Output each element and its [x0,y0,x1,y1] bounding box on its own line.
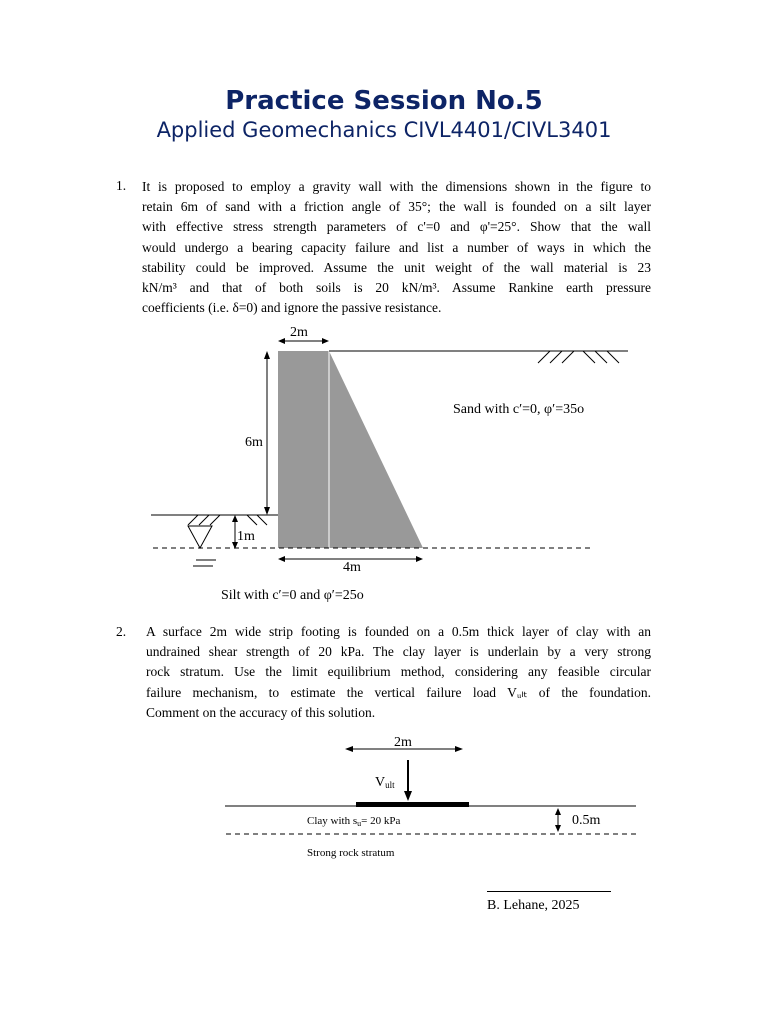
q1-line: kN/m³ and that of both soils is 20 kN/m³. Assume Rankine earth pressure [142,280,651,296]
q1-line: stability could be improved. Assume the unit weight of the wall material is 23 [142,259,651,275]
q2-line: A surface 2m wide strip footing is founded on a 0.5m thick layer of clay with an [146,624,651,639]
footing-width-label: 2m [394,735,412,750]
signature: B. Lehane, 2025 [487,898,580,913]
question-1-text [142,177,651,318]
q2-line: failure mechanism, to estimate the vertical failure load Vᵤₗₜ of the foundation. [146,684,651,700]
q2-line: Comment on the accuracy of this solution. [146,704,376,720]
top-width-label: 2m [290,325,308,340]
page-title: Practice Session No.5 [225,86,543,116]
ground-hatch-left [188,515,267,525]
question-1-number: 1. [116,178,127,193]
ground-hatch-right [538,351,619,363]
strip-footing-figure [0,728,768,863]
silt-label: Silt with c′=0 and φ′=25o [221,588,364,603]
page-subtitle: Applied Geomechanics CIVL4401/CIVL3401 [156,118,612,142]
footing [356,802,469,807]
gravity-wall-figure [0,320,768,610]
signature-line [487,891,611,892]
question-2-text [146,622,651,723]
base-width-label: 4m [343,560,361,575]
q1-line: would undergo a bearing capacity failure and list a number of ways in which the [142,239,651,255]
rock-label: Strong rock stratum [307,847,395,859]
height-label: 6m [245,435,263,450]
q1-line: retain 6m of sand with a friction angle of 35°; the wall is founded on a silt layer [142,199,651,215]
q1-line: coefficients (i.e. δ=0) and ignore the passive resistance. [142,300,442,316]
q2-line: undrained shear strength of 20 kPa. The clay layer is underlain by a very strong [146,644,651,660]
wall-rectangle [278,351,329,548]
clay-label: Clay with su= 20 kPa [307,815,401,828]
thickness-label: 0.5m [572,813,601,828]
q1-line: It is proposed to employ a gravity wall with the dimensions shown in the figure to [142,179,651,194]
embed-label: 1m [237,529,255,544]
wall-trapezoid [329,351,423,548]
load-label: Vult [375,775,395,790]
q1-line: with effective stress strength parameters of c'=0 and φ'=25°. Show that the wall [142,219,651,235]
q2-line: rock stratum. Use the limit equilibrium method, considering any feasible circular [146,664,651,680]
question-2-number: 2. [116,624,127,639]
sand-label: Sand with c′=0, φ′=35o [453,402,585,417]
water-table-icon [188,526,212,548]
